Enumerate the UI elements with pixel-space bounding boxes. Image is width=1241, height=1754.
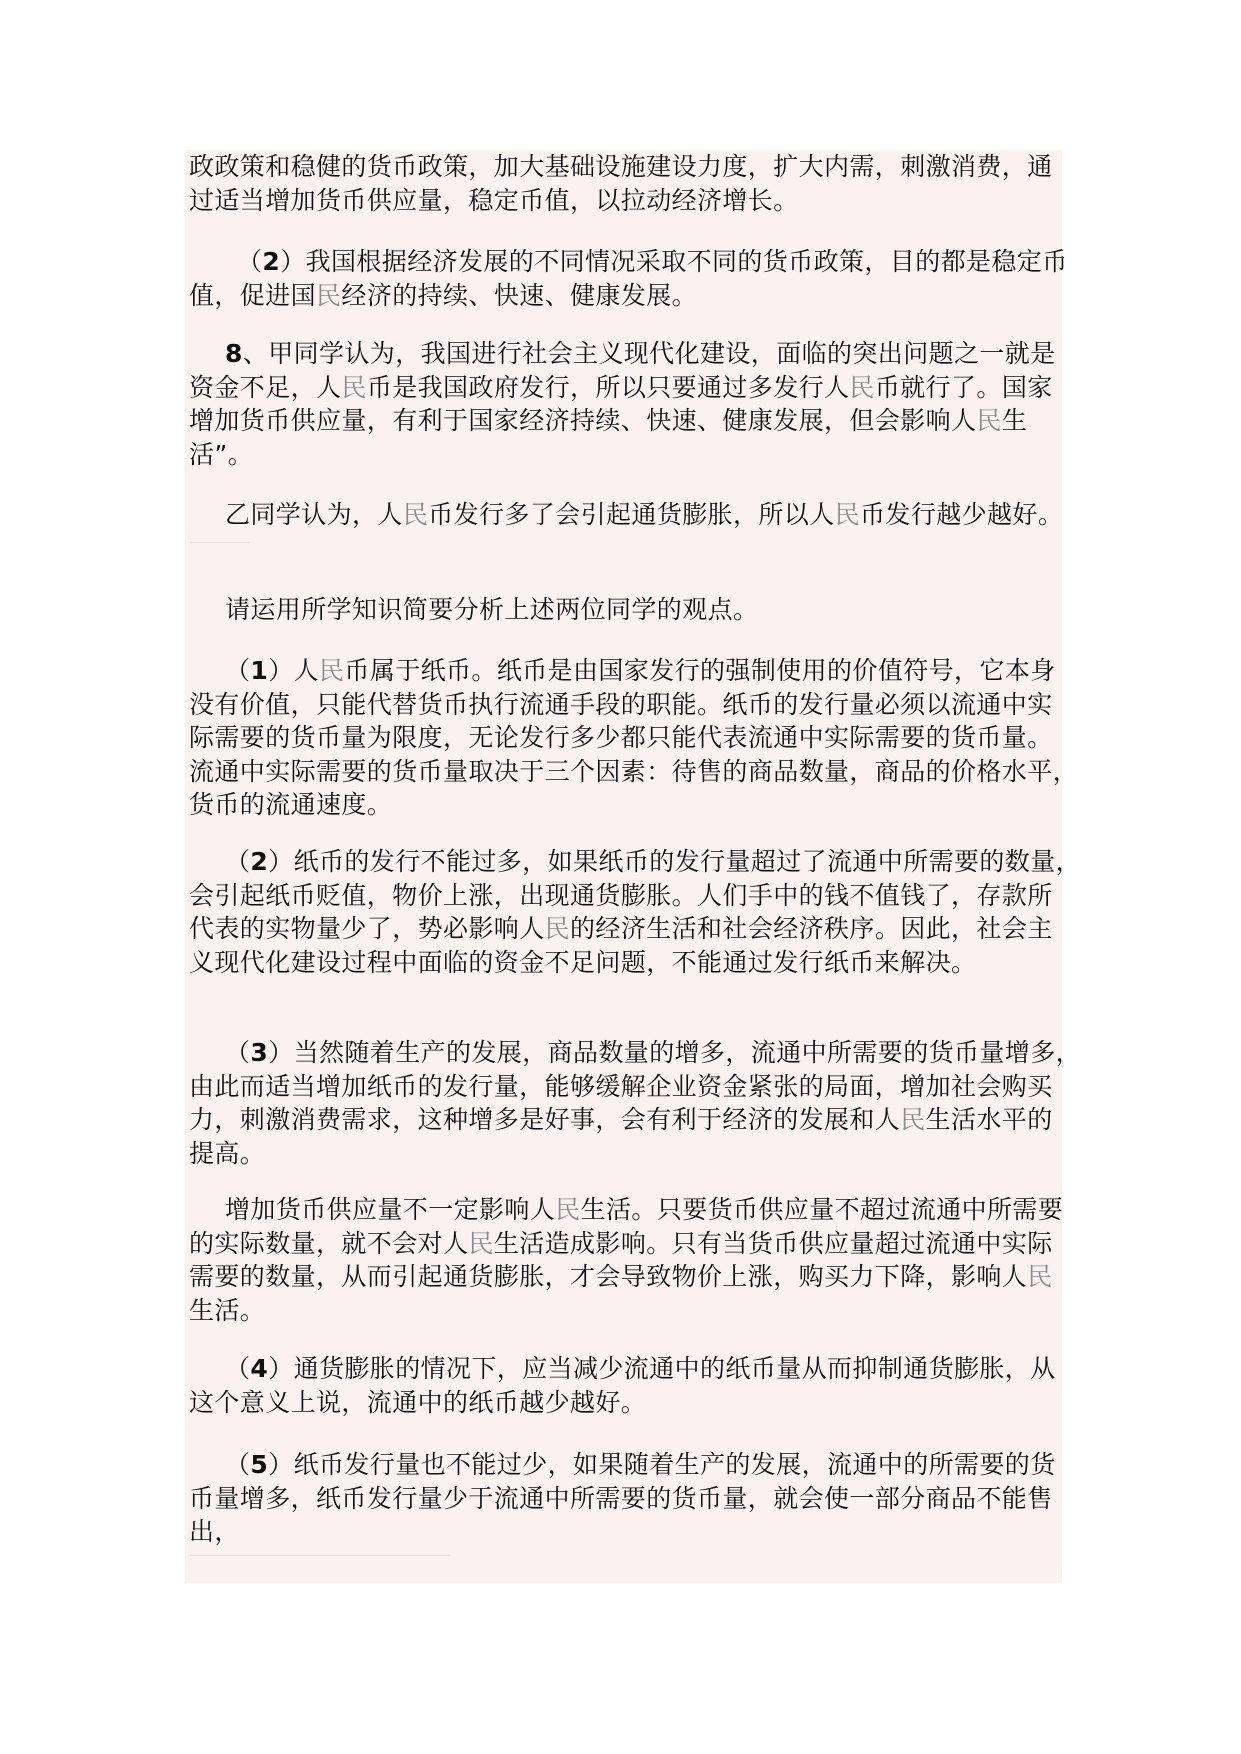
paragraph-line: 资金不足，人民币是我国政府发行，所以只要通过多发行人民币就行了。国家 xyxy=(189,372,1053,402)
paragraph-line: （4）通货膨胀的情况下，应当减少流通中的纸币量从而抑制通货膨胀，从 xyxy=(225,1354,1056,1383)
paragraph-line: 的实际数量，就不会对人民生活造成影响。只有当货币供应量超过流通中实际 xyxy=(189,1228,1053,1258)
paragraph-line: 这个意义上说，流通中的纸币越少越好。 xyxy=(189,1387,647,1417)
paragraph-line: 义现代化建设过程中面临的资金不足问题，不能通过发行纸币来解决。 xyxy=(189,947,977,977)
paragraph-line: 增加货币供应量，有利于国家经济持续、快速、健康发展，但会影响人民生 xyxy=(189,406,1028,435)
paragraph-line: 增加货币供应量不一定影响人民生活。只要货币供应量不超过流通中所需要 xyxy=(225,1195,1064,1224)
paragraph-line: 出， xyxy=(189,1517,240,1546)
paragraph-line: （1）人民币属于纸币。纸币是由国家发行的强制使用的价值符号，它本身 xyxy=(225,656,1056,685)
paragraph-line: 提高。 xyxy=(189,1138,266,1168)
paragraph-line: 币量增多，纸币发行量少于流通中所需要的货币量，就会使一部分商品不能售 xyxy=(189,1483,1053,1513)
paragraph-line: 代表的实物量少了，势必影响人民的经济生活和社会经济秩序。因此，社会主 xyxy=(189,914,1053,943)
paragraph xyxy=(189,845,1082,979)
faint-rule xyxy=(190,1555,450,1556)
paragraph-line: 货币的流通速度。 xyxy=(189,790,393,819)
paragraph-line: 由此而适当增加纸币的发行量，能够缓解企业资金紧张的局面，增加社会购买 xyxy=(189,1071,1053,1101)
paragraph-line: 乙同学认为，人民币发行多了会引起通货膨胀，所以人民币发行越少越好。 xyxy=(225,500,1064,529)
paragraph-line: 会引起纸币贬值，物价上涨，出现通货膨胀。人们手中的钱不值钱了，存款所 xyxy=(189,880,1053,910)
faint-rule xyxy=(190,542,250,543)
paragraph xyxy=(189,150,1059,217)
paragraph-line: （3）当然随着生产的发展，商品数量的增多，流通中所需要的货币量增多， xyxy=(225,1038,1082,1067)
paragraph-line: 际需要的货币量为限度，无论发行多少都只能代表流通中实际需要的货币量。 xyxy=(189,723,1053,752)
paragraph xyxy=(189,1352,1059,1419)
paragraph-line: 生活。 xyxy=(189,1295,266,1325)
paragraph xyxy=(189,498,1064,532)
paragraph-line: （2）纸币的发行不能过多，如果纸币的发行量超过了流通中所需要的数量， xyxy=(225,847,1082,876)
paragraph-line: 值，促进国民经济的持续、快速、健康发展。 xyxy=(189,280,698,310)
paragraph-line: 力，刺激消费需求，这种增多是好事，会有利于经济的发展和人民生活水平的 xyxy=(189,1105,1053,1134)
paragraph-line: 8、甲同学认为，我国进行社会主义现代化建设，面临的突出问题之一就是 xyxy=(225,339,1056,368)
paragraph xyxy=(189,593,1059,627)
paragraph xyxy=(189,1036,1082,1170)
paragraph xyxy=(189,1193,1064,1327)
paragraph-line: 过适当增加货币供应量，稳定币值，以拉动经济增长。 xyxy=(189,185,799,215)
paragraph-line: 请运用所学知识简要分析上述两位同学的观点。 xyxy=(225,595,759,624)
paragraph-line: 活”。 xyxy=(189,439,254,469)
paragraph xyxy=(189,1448,1059,1549)
paragraph-line: （5）纸币发行量也不能过少，如果随着生产的发展，流通中的所需要的货 xyxy=(225,1450,1056,1479)
paragraph-line: 流通中实际需要的货币量取决于三个因素：待售的商品数量，商品的价格水平， xyxy=(189,756,1079,786)
paragraph xyxy=(189,245,1068,312)
paragraph-line: 政政策和稳健的货币政策，加大基础设施建设力度，扩大内需，刺激消费，通 xyxy=(189,152,1053,181)
paragraph xyxy=(189,654,1079,822)
paragraph-line: （2）我国根据经济发展的不同情况采取不同的货币政策，目的都是稳定币 xyxy=(237,247,1068,276)
paragraph-line: 需要的数量，从而引起通货膨胀，才会导致物价上涨，购买力下降，影响人民 xyxy=(189,1262,1053,1291)
paragraph xyxy=(189,337,1059,471)
paragraph-line: 没有价值，只能代替货币执行流通手段的职能。纸币的发行量必须以流通中实 xyxy=(189,689,1053,719)
